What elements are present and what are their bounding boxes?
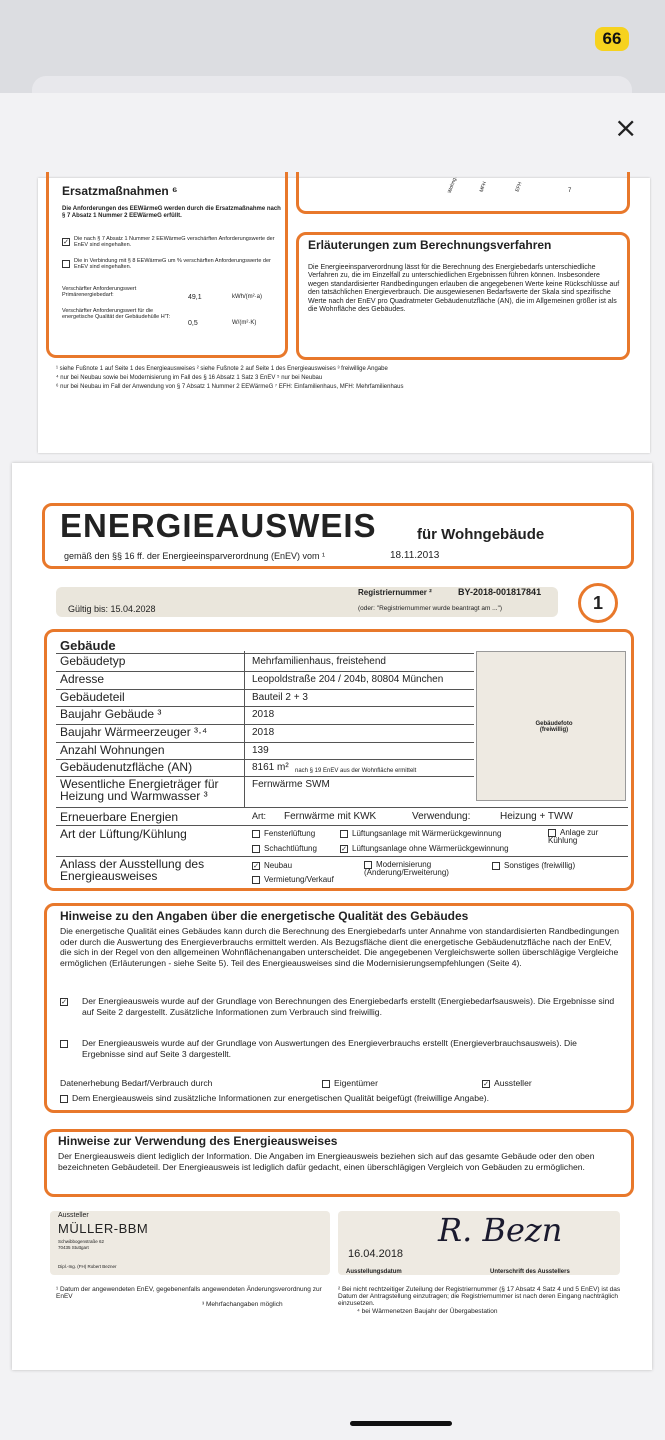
data-label: Datenerhebung Bedarf/Verbrauch durch (60, 1078, 213, 1088)
page-number: 1 (578, 583, 618, 623)
photo-label: Gebäudefoto (freiwillig) (535, 721, 573, 733)
building-row-label: Wesentliche Energieträger für Heizung und Warmwasser ³ (60, 777, 219, 803)
ersatz-opt2-checkbox (62, 260, 70, 268)
footnote-1: ¹ siehe Fußnote 1 auf Seite 1 des Energieausweises ² siehe Fußnote 2 auf Seite 1 des Energieausweises ³ freiwillige Angabe (56, 366, 388, 372)
building-row-label: Baujahr Wärmeerzeuger ³·⁴ (60, 725, 208, 739)
row1-value: 49,1 (188, 294, 202, 301)
reason-label: Anlass der Ausstellung des Energieausweises (60, 857, 205, 883)
building-row-value: Mehrfamilienhaus, freistehend (252, 656, 386, 667)
footnote-2: ⁴ nur bei Neubau sowie bei Modernisierung im Fall des § 16 Absatz 1 Satz 3 EnEV ⁵ nur bei Neubau (56, 375, 323, 381)
scale-label-wohng: Wohng. (446, 175, 459, 195)
building-row-label: Gebäudeteil (60, 690, 125, 704)
hints-text: Die energetische Qualität eines Gebäudes kann durch die Berechnung des Energiebedarfs unter Annahme von standardisierten Randbedingungen oder durch die Auswertung des Energieverbrauchs ermittelt werden. Als Bezugsfläche dient die energetische Gebäudenutzfläche nach der EnEV, die sich in der Regel von den allgemeinen Wohnflächenangaben unterscheidet. Die angegebenen Vergleichswerte sollen überschlägige Vergleiche ermöglichen (Erläuterungen - siehe Seite 5). Teil des Energieausweises sind die Modernisierungsempfehlungen (Seite 4). (60, 926, 619, 968)
building-row-value: Leopoldstraße 204 / 204b, 80804 München (252, 674, 444, 685)
building-row-label: Baujahr Gebäude ³ (60, 707, 162, 721)
erl-text: Die Energieeinsparverordnung lässt für die Berechnung des Energiebedarfs unterschiedliche Verfahren zu, die im Einzelfall zu unterschiedlichen Ergebnissen führen können. Insbesondere wegen standardisierter Randbedingungen erlauben die angegebenen Werte keine Rückschlüsse auf den tatsächlichen Energieverbrauch. Die ausgewiesenen Bedarfswerte der Skala sind spezifische Werte nach der EnEV pro Quadratmeter Gebäudenutzfläche (AN), die im Allgemeinen größer ist als die Wohnfläche des Gebäudes. (308, 264, 620, 314)
doc-subtitle-date: 18.11.2013 (390, 550, 440, 561)
doc-subtitle: gemäß den §§ 16 ff. der Energieeinsparverordnung (EnEV) vom ¹ (64, 551, 325, 561)
renewable-value: Fernwärme mit KWK (284, 811, 377, 822)
building-row-value: 2018 (252, 727, 275, 738)
footnote-p2-1: ¹ Datum der angewendeten EnEV, gegebenenfalls angewendeten Änderungsverordnung zur EnEV (56, 1286, 322, 1300)
reason-opt-new: ✓Neubau (252, 861, 292, 870)
row2-value: 0,5 (188, 320, 198, 327)
issuer-person: Dipl.-Ing. (FH) Robert Bezner (58, 1264, 117, 1269)
ersatz-title: Ersatzmaßnahmen ⁶ (62, 184, 178, 198)
reason-opt-rent: Vermietung/Verkauf (252, 875, 334, 884)
renewable-label: Erneuerbare Energien (60, 810, 179, 824)
issuer-address2: 70435 Stuttgart (58, 1245, 89, 1250)
issue-date: 16.04.2018 (348, 1248, 404, 1260)
home-indicator[interactable] (350, 1421, 452, 1426)
building-row-label: Adresse (60, 672, 105, 686)
footnote-p2-4: ⁴ bei Wärmenetzen Baujahr der Übergabestation (357, 1308, 498, 1315)
reg-number: BY-2018-001817841 (458, 587, 542, 597)
scale-label-efh: EFH (514, 181, 524, 193)
footnote-p2-3: ³ Mehrfachangaben möglich (202, 1301, 283, 1308)
renewable-use-label: Verwendung: (412, 811, 471, 822)
row2-unit: W/(m²·K) (232, 320, 257, 326)
building-header: Gebäude (60, 638, 116, 653)
vent-opt-shaft: Schachtlüftung (252, 844, 317, 853)
hint-opt2: Der Energieausweis wurde auf der Grundlage von Auswertungen des Energieverbrauchs erstellt (Energieverbrauchsausweis). Die Ergebnisse sind auf Seite 3 dargestellt. (82, 1038, 577, 1059)
document-page-previous (38, 175, 650, 453)
building-row-value: Bauteil 2 + 3 (252, 692, 308, 703)
close-icon[interactable]: × (614, 111, 638, 144)
notification-badge: 66 (595, 27, 629, 51)
document-page-energieausweis (12, 463, 652, 1370)
doc-title-suffix: für Wohngebäude (417, 526, 545, 543)
valid-until: Gültig bis: 15.04.2028 (68, 604, 156, 614)
data-owner: Eigentümer (322, 1078, 378, 1088)
vent-label: Art der Lüftung/Kühlung (60, 827, 187, 841)
vent-opt-cooling: Anlage zur Kühlung (548, 828, 599, 846)
row1-unit: kWh/(m²·a) (232, 294, 262, 300)
ersatz-opt1-checkbox (62, 238, 70, 246)
scale-label-footnote: 7 (568, 188, 572, 194)
row1-label: Verschärfter Anforderungswert Primärenergiebedarf: (62, 286, 137, 298)
reg-label: Registriernummer ² (358, 588, 432, 597)
hint-opt2-checkbox (60, 1040, 68, 1048)
vent-opt-no-recovery: ✓ Lüftungsanlage ohne Wärmerückgewinnung (340, 844, 509, 853)
vent-opt-recovery: Lüftungsanlage mit Wärmerückgewinnung (340, 829, 501, 838)
building-row-label: Gebäudetyp (60, 654, 126, 668)
reason-opt-other: Sonstiges (freiwillig) (492, 861, 575, 870)
signature-label: Unterschrift des Ausstellers (490, 1269, 570, 1275)
building-row-label: Gebäudenutzfläche (AN) (60, 760, 193, 774)
usage-title: Hinweise zur Verwendung des Energieausweises (58, 1134, 338, 1148)
building-row-value: Fernwärme SWM (252, 779, 330, 790)
signature-image: R. Bezn (438, 1211, 563, 1249)
extra-info: Dem Energieausweis sind zusätzliche Informationen zur energetischen Qualität beigefügt (freiwillige Angabe). (60, 1093, 489, 1103)
hints-title: Hinweise zu den Angaben über die energetische Qualität des Gebäudes (60, 909, 469, 923)
issuer-label: Aussteller (58, 1212, 89, 1219)
reg-note: (oder: "Registriernummer wurde beantragt am ...") (358, 605, 503, 612)
building-row-value: 139 (252, 745, 269, 756)
doc-title: ENERGIEAUSWEIS (60, 507, 377, 544)
building-row-value: 8161 m² (252, 762, 289, 773)
ersatz-opt2: Die in Verbindung mit § 8 EEWärmeG um % verschärften Anforderungswerte der EnEV sind eingehalten. (74, 258, 271, 270)
renewable-use-value: Heizung + TWW (500, 811, 573, 822)
reason-opt-modern: Modernisierung (Änderung/Erweiterung) (364, 860, 449, 878)
usage-text: Der Energieausweis dient lediglich der Information. Die Angaben im Energieausweis beziehen sich auf das gesamte Gebäude oder den oben bezeichneten Gebäudeteil. Der Energieausweis ist lediglich dafür gedacht, einen überschlägigen Vergleich von Gebäuden zu ermöglichen. (58, 1151, 595, 1172)
issuer-address1: Schwibbogenstraße 62 (58, 1239, 105, 1244)
hint-opt1-checkbox (60, 998, 68, 1006)
building-row-label: Anzahl Wohnungen (60, 743, 165, 757)
area-note: nach § 19 EnEV aus der Wohnfläche ermittelt (295, 768, 417, 774)
footnote-3: ⁶ nur bei Neubau im Fall der Anwendung von § 7 Absatz 1 Nummer 2 EEWärmeG ⁷ EFH: Einfamilienhaus, MFH: Mehrfamilienhaus (56, 384, 404, 390)
data-issuer: ✓ Aussteller (482, 1078, 532, 1088)
issue-date-label: Ausstellungsdatum (346, 1269, 402, 1275)
scale-label-mfh: MFH (478, 180, 489, 194)
row2-label: Verschärfter Anforderungswert für die energetische Qualität der Gebäudehülle H'T: (62, 308, 171, 320)
issuer-name: MÜLLER-BBM (58, 1221, 149, 1236)
renewable-art: Art: (252, 811, 267, 821)
ersatz-opt1: Die nach § 7 Absatz 1 Nummer 2 EEWärmeG verschärften Anforderungswerte der EnEV sind eingehalten. (74, 236, 275, 248)
erl-title: Erläuterungen zum Berechnungsverfahren (308, 238, 552, 252)
hint-opt1: Der Energieausweis wurde auf der Grundlage von Berechnungen des Energiebedarfs erstellt (Energiebedarfsausweis). Die Ergebnisse sind auf Seite 2 dargestellt. Zusätzliche Informationen zum Verbrauch sind freiwillig. (82, 996, 615, 1017)
building-row-value: 2018 (252, 709, 275, 720)
ersatz-intro: Die Anforderungen des EEWärmeG werden durch die Ersatzmaßnahme nach § 7 Absatz 1 Nummer 2 EEWärmeG erfüllt. (62, 206, 281, 219)
scale-box (296, 172, 630, 214)
vent-opt-window: Fensterlüftung (252, 829, 315, 838)
footnote-p2-2: ² Bei nicht rechtzeitiger Zuteilung der Registriernummer (§ 17 Absatz 4 Satz 4 und 5 EnEV) ist das Datum der Antragstellung einzutragen; die Registriernummer ist nach deren Eingang nachträglich einzusetzen. (338, 1286, 621, 1307)
